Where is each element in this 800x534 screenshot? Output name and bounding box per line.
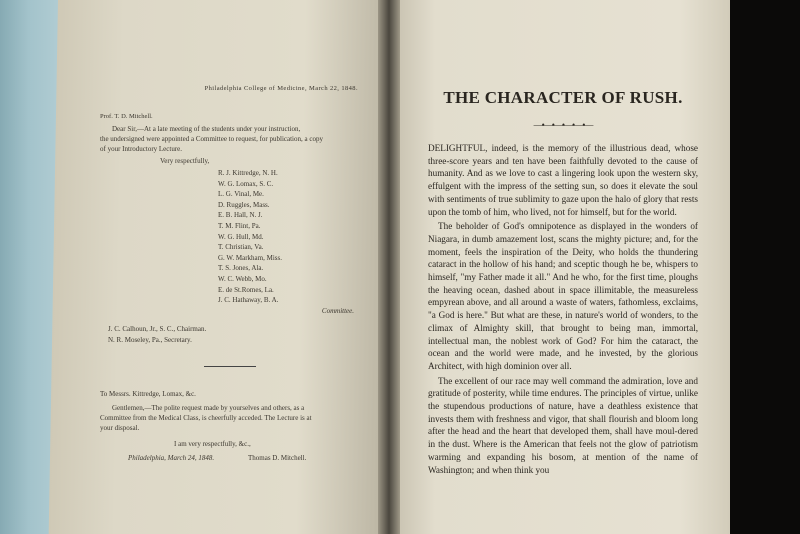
signer-name: T. S. Jones, Ala.	[218, 264, 264, 273]
committee-officers	[100, 324, 360, 346]
signers-list	[218, 168, 360, 306]
reply-addressee: To Messrs. Kittredge, Lomax, &c.	[100, 389, 196, 398]
signer-name: R. J. Kittredge, N. H.	[218, 169, 278, 177]
signer-name: L. G. Vinal, Me.	[218, 190, 264, 199]
reply-date-line	[100, 453, 360, 463]
reply-line: Gentlemen,—The polite request made by yourselves and others, as a	[112, 403, 305, 412]
signer-name: G. W. Markham, Miss.	[218, 253, 282, 262]
letter-closing: Very respectfully,	[160, 157, 210, 165]
paragraph: DELIGHTFUL, indeed, is the memory of the illustrious dead, whose three-score years and ten have been faithfully devoted to the cause of humanity. And as we love to cast a lingering look upon the western sky, effulgent with the impress of the setting sun, so does it elevate the soul with sentiments of true sublimity to gaze upon the halo of glory that rests upon the tomb of him, who lived, not for himself, but for the world.	[428, 143, 698, 217]
signer-name: W. G. Hull, Md.	[218, 232, 264, 241]
reply-closing: I am very respectfully, &c.,	[174, 439, 251, 448]
signer-name: T. Christian, Va.	[218, 243, 264, 252]
officer-chairman: J. C. Calhoun, Jr., S. C., Chairman.	[108, 324, 207, 333]
background-right	[730, 0, 800, 534]
request-letter	[100, 124, 360, 154]
signer-name: W. G. Lomax, S. C.	[218, 179, 274, 188]
left-page-content	[100, 84, 360, 463]
reply-date: Philadelphia, March 24, 1848.	[128, 453, 215, 462]
signer-name: T. M. Flint, Pa.	[218, 221, 261, 230]
page-title: THE CHARACTER OF RUSH.	[443, 88, 683, 107]
letter-addressee: Prof. T. D. Mitchell.	[100, 113, 153, 120]
right-page-content	[428, 88, 698, 478]
title-ornament: —•—•—•—•—•—	[533, 120, 593, 130]
paragraph: The excellent of our race may well command the admiration, love and gratitude of posterity, while time endures. The principles of virtue, unlike the stupendous productions of nature, have a deathless existence that invests them with freshness and vigor, that shall flourish and bloom long after the head and the heart that developed them, shall have moul-dered in the dust. Where is the American that feels not the glow of patriotism warming and expanding his bosom, at mention of the name of Washington; and when think you	[428, 375, 698, 475]
reply-line: Committee from the Medical Class, is cheerfully acceded. The Lecture is at	[100, 413, 312, 422]
officer-secretary: N. R. Moseley, Pa., Secretary.	[108, 335, 192, 344]
book-gutter	[378, 0, 400, 534]
letter-line: Dear Sir,—At a late meeting of the students under your instruction,	[112, 125, 301, 133]
reply-signature: Thomas D. Mitchell.	[248, 453, 307, 462]
reply-letter	[100, 389, 360, 463]
paragraph: The beholder of God's omnipotence as displayed in the wonders of Niagara, in dumb amazement lost, scans the mighty picture; and, for the moment, feels the inspiration of the Deity, who holds the thundering cataract in the hollow of his hand; and sceptic though he be, whispers to himself, "my Father made it all." And he who, for the first time, ploughs the heaving ocean, dashed about in space illimitable, the measureless empyrean above, and all around a waste of waters, fathomless, exclaims, "a God is here." But what are these, in nature's world of wonders, to the climax of Almighty skill, that brought to being man, immortal, intellectual man, the noblest work of God? For him the cataract, the ocean and the world were made, and he invested, by the glorious Architect, with high dominion over all.	[428, 221, 698, 371]
reply-line: your disposal.	[100, 423, 140, 432]
signer-name: D. Ruggles, Mass.	[218, 200, 270, 209]
signer-name: E. B. Hall, N. J.	[218, 211, 263, 220]
signer-name: E. de St.Romes, La.	[218, 285, 274, 294]
letter-line: the undersigned were appointed a Committee to request, for publication, a copy	[100, 135, 323, 143]
committee-label: Committee.	[321, 306, 354, 315]
letter-line: of your Introductory Lecture.	[100, 145, 183, 153]
signer-name: J. C. Hathaway, B. A.	[218, 296, 279, 305]
section-divider	[204, 366, 256, 367]
letter-header: Philadelphia College of Medicine, March 22, 1848.	[204, 85, 358, 92]
signer-name: W. C. Webb, Mo.	[218, 274, 267, 283]
